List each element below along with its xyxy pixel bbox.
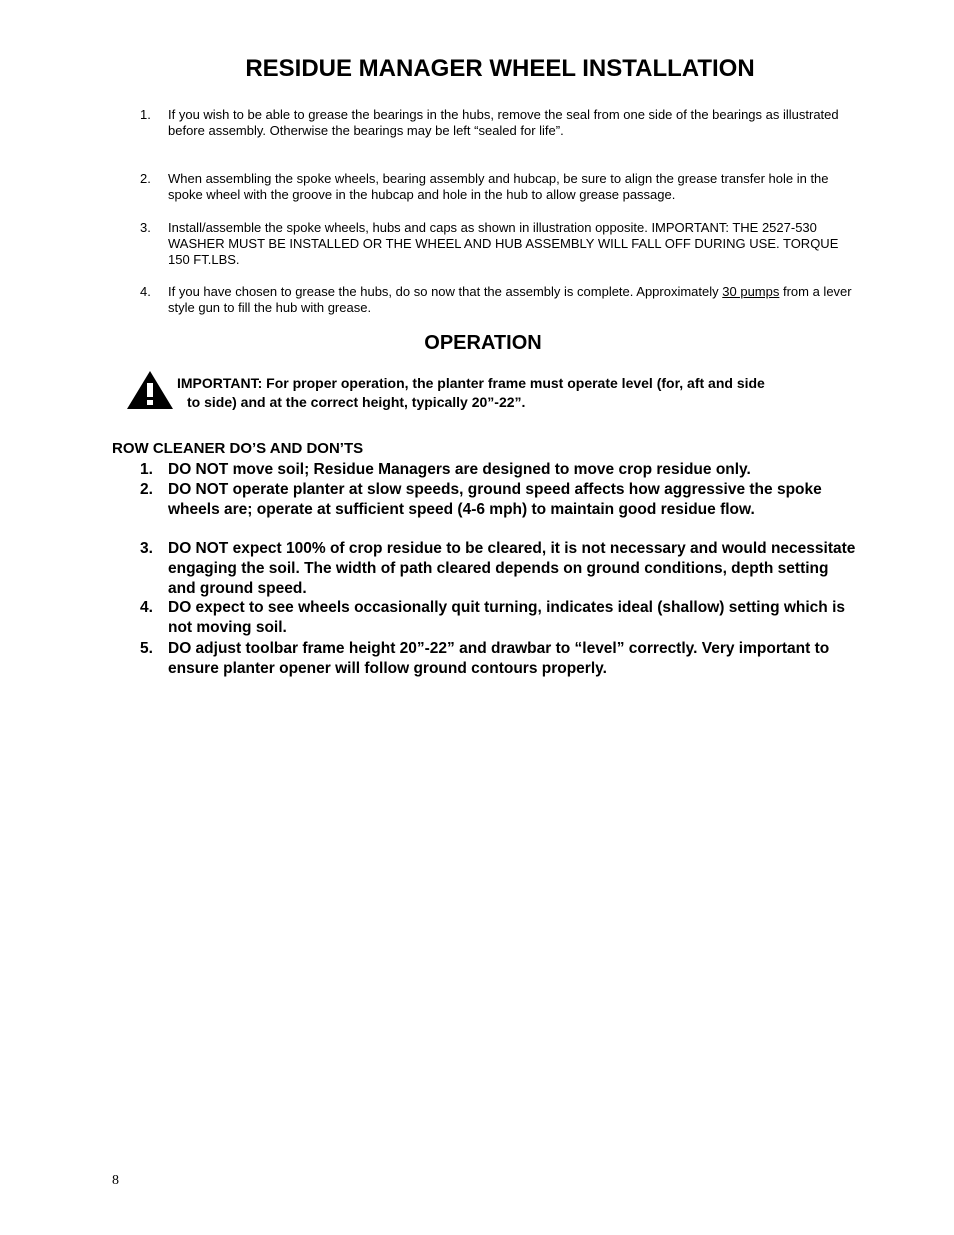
step-text-after: from a lever style gun to fill the hub with grease. [168,284,852,315]
item-text: DO NOT move soil; Residue Managers are designed to move crop residue only. [168,461,751,478]
important-line-1: IMPORTANT: For proper operation, the planter frame must operate level (for, aft and side [177,375,765,391]
step-text: If you wish to be able to grease the bearings in the hubs, remove the seal from one side of the bearings as illustrated before assembly. Otherwise the bearings may be left “sealed for life”. [168,107,839,138]
step-text-underlined: 30 pumps [722,284,780,299]
page-title: RESIDUE MANAGER WHEEL INSTALLATION [245,55,755,82]
step-text: When assembling the spoke wheels, bearing assembly and hubcap, be sure to align the grease transfer hole in the spoke wheel with the groove in the hubcap and hole in the hub to allow grease passage. [168,171,829,202]
item-number: 4. [140,599,153,616]
step-number: 3. [140,220,151,235]
step-number: 2. [140,171,151,186]
step-number: 4. [140,284,151,299]
item-number: 3. [140,540,153,557]
important-note [177,374,857,412]
step-text-before: If you have chosen to grease the hubs, do so now that the assembly is complete. Approximately [168,284,723,299]
operation-heading: OPERATION [424,332,542,354]
item-text: DO NOT expect 100% of crop residue to be cleared, it is not necessary and would necessitate engaging the soil. The width of path cleared depends on ground conditions, depth setting and ground speed. [168,540,856,597]
item-text: DO adjust toolbar frame height 20”-22” and drawbar to “level” correctly. Very important to ensure planter opener will follow ground contours properly. [168,640,830,677]
item-number: 5. [140,640,153,657]
step-text: Install/assemble the spoke wheels, hubs and caps as shown in illustration opposite. IMPORTANT: THE 2527-530 WASHER MUST BE INSTALLED OR THE WHEEL AND HUB ASSEMBLY WILL FALL OFF DURING USE. TORQUE 150 FT.LBS. [168,220,839,267]
step-text [168,284,858,316]
warning-triangle-icon [126,370,174,410]
step-number: 1. [140,107,151,122]
page-number: 8 [112,1173,119,1188]
item-number: 2. [140,481,153,498]
item-number: 1. [140,461,153,478]
important-line-2: to side) and at the correct height, typically 20”-22”. [187,394,526,410]
item-text: DO expect to see wheels occasionally quit turning, indicates ideal (shallow) setting which is not moving soil. [168,599,845,636]
item-text: DO NOT operate planter at slow speeds, ground speed affects how aggressive the spoke wheels are; operate at sufficient speed (4-6 mph) to maintain good residue flow. [168,481,822,518]
dos-donts-heading: ROW CLEANER DO’S AND DON’TS [112,440,364,457]
